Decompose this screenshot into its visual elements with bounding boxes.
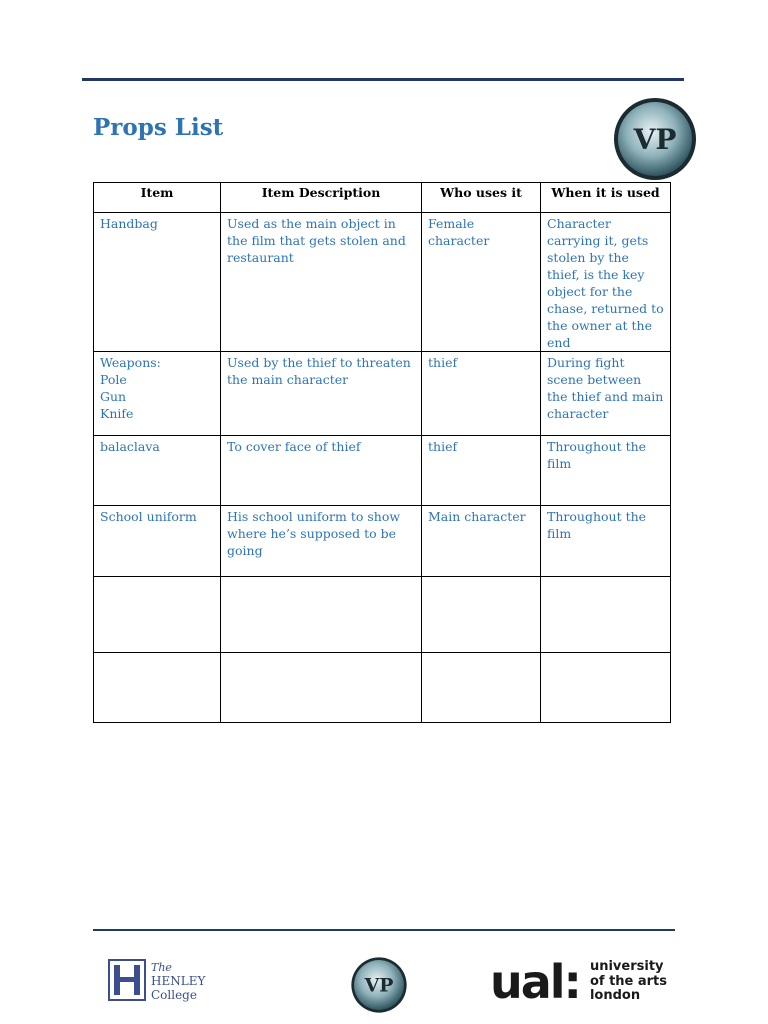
henley-college-logo — [108, 958, 218, 1004]
cell-item: balaclava — [94, 436, 221, 506]
table-row-empty — [94, 577, 671, 653]
ual-wordmark — [590, 960, 667, 1004]
footer-divider — [93, 929, 675, 931]
header-when-it-is-used: When it is used — [541, 183, 671, 213]
cell-description — [221, 577, 422, 653]
ual-word-line: london — [589, 988, 641, 1004]
cell-item: Weapons: Pole Gun Knife — [94, 352, 221, 436]
cell-who: Main character — [422, 506, 541, 577]
cell-who: thief — [422, 352, 541, 436]
cell-who: thief — [422, 436, 541, 506]
props-table — [93, 182, 671, 723]
table-row — [94, 213, 671, 352]
header-item-description: Item Description — [221, 183, 422, 213]
table-row-empty — [94, 653, 671, 723]
vp-logo-footer — [350, 956, 408, 1014]
table-row — [94, 506, 671, 577]
table-row — [94, 352, 671, 436]
cell-when: Throughout the film — [541, 436, 671, 506]
cell-item: School uniform — [94, 506, 221, 577]
cell-description: Used by the thief to threaten the main character — [221, 352, 422, 436]
ual-word-line: of the arts — [589, 973, 668, 989]
cell-item — [94, 577, 221, 653]
vp-logo — [612, 96, 698, 182]
header-item: Item — [94, 183, 221, 213]
cell-when: Throughout the film — [541, 506, 671, 577]
cell-when — [541, 653, 671, 723]
henley-logo-name: HENLEY — [151, 974, 206, 988]
cell-description: His school uniform to show where he’s supposed to be going — [221, 506, 422, 577]
ual-mark: ual: — [490, 955, 580, 1009]
header-who-uses-it: Who uses it — [422, 183, 541, 213]
vp-logo-footer-text: VP — [364, 974, 394, 997]
cell-when: Character carrying it, gets stolen by the thief, is the key object for the chase, returned to the owner at the end — [541, 213, 671, 352]
page-title: Props List — [93, 114, 224, 141]
cell-who: Female character — [422, 213, 541, 352]
cell-description: To cover face of thief — [221, 436, 422, 506]
ual-logo — [490, 956, 690, 1008]
cell-description: Used as the main object in the film that gets stolen and restaurant — [221, 213, 422, 352]
cell-who — [422, 653, 541, 723]
cell-description — [221, 653, 422, 723]
cell-item: Handbag — [94, 213, 221, 352]
ual-word-line: university — [589, 959, 664, 975]
table-header-row — [94, 183, 671, 213]
table-row — [94, 436, 671, 506]
cell-when — [541, 577, 671, 653]
top-divider — [82, 78, 684, 81]
vp-logo-text: VP — [633, 123, 677, 156]
henley-logo-college: College — [151, 988, 197, 1002]
cell-when: During fight scene between the thief and main character — [541, 352, 671, 436]
cell-item — [94, 653, 221, 723]
cell-who — [422, 577, 541, 653]
henley-logo-the: The — [151, 961, 172, 974]
